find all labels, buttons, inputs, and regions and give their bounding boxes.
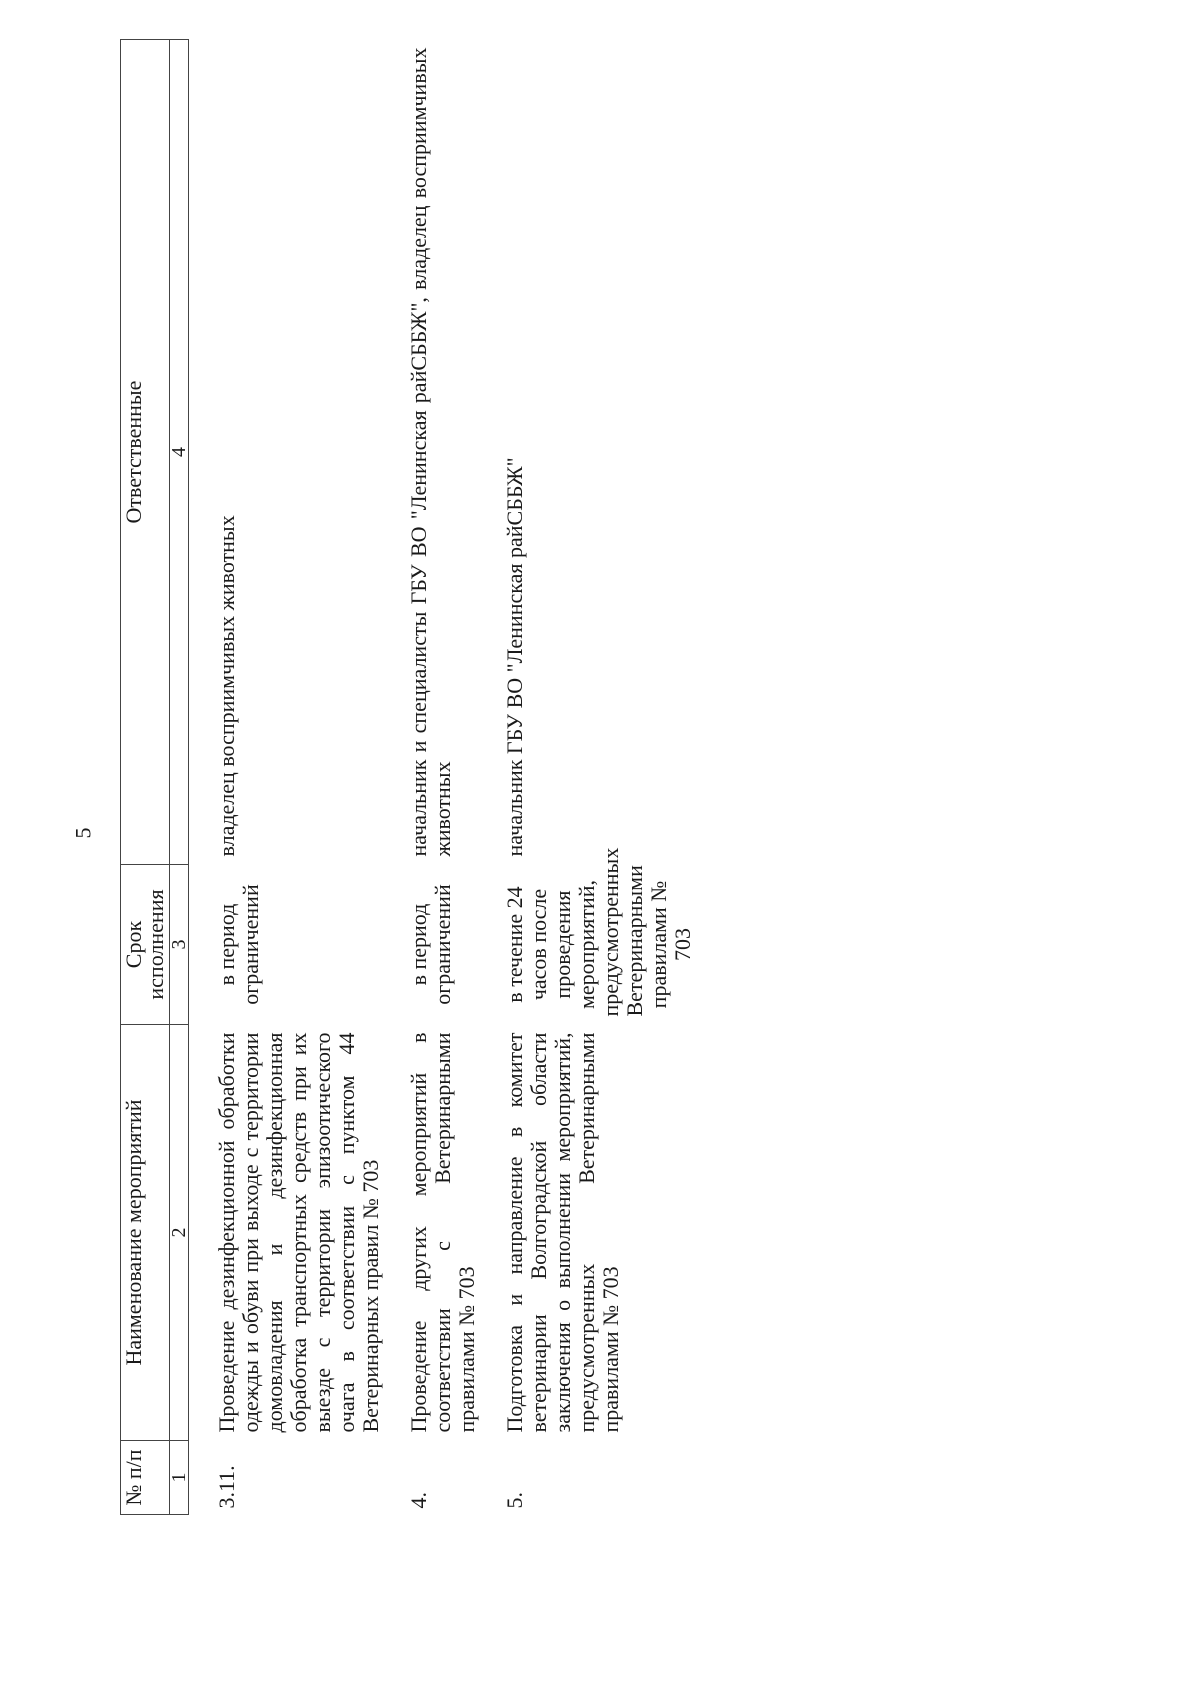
table-row [489,40,705,1515]
row-responsible: начальник ГБУ ВО "Ленинская райСББЖ" [502,457,527,857]
row-number: 4. [406,1492,431,1509]
header-row [121,40,170,1515]
row-responsible: владелец восприимчивых животных [214,515,239,857]
header-term: Срок исполнения [121,865,170,1025]
table-row [189,40,394,1515]
row-measure-name: Подготовка и направление в комитет ветеринарии Волгоградской области заключения о выполнении мероприятий, предусмотренных Ветеринарными правилами № 703 [502,1032,623,1433]
rotated-content [120,40,695,1515]
row-number: 3.11. [214,1465,239,1509]
table-row [393,40,489,1515]
row-measure-name: Проведение дезинфекционной обработки одежды и обуви при выходе с территории домовладения и дезинфекционная обработка транспортных средств при их выезде с территории эпизоотического очага в соответствии с пунктом 44 Ветеринарных правил № 703 [214,1032,383,1433]
row-term: в течение 24 часов после проведения мероприятий, предусмотренных Ветеринарными правилами № 703 [502,847,695,1017]
column-number: 3 [170,865,189,1025]
row-measure-name: Проведение других мероприятий в соответствии с Ветеринарными правилами № 703 [406,1032,479,1433]
row-number: 5. [502,1492,527,1509]
column-number-row [170,40,189,1515]
row-term: в период ограничений [406,884,455,1005]
header-number: № п/п [121,1441,170,1515]
row-responsible: начальник и специалисты ГБУ ВО "Ленинская райСББЖ", владелец восприимчивых животных [406,47,455,857]
page-number: 5 [70,827,96,839]
header-responsible: Ответственные [121,40,170,865]
column-number: 2 [170,1025,189,1441]
column-number: 1 [170,1441,189,1515]
row-term: в период ограничений [214,884,263,1005]
header-measure-name: Наименование мероприятий [121,1025,170,1441]
measures-table [120,39,705,1515]
column-number: 4 [170,40,189,865]
